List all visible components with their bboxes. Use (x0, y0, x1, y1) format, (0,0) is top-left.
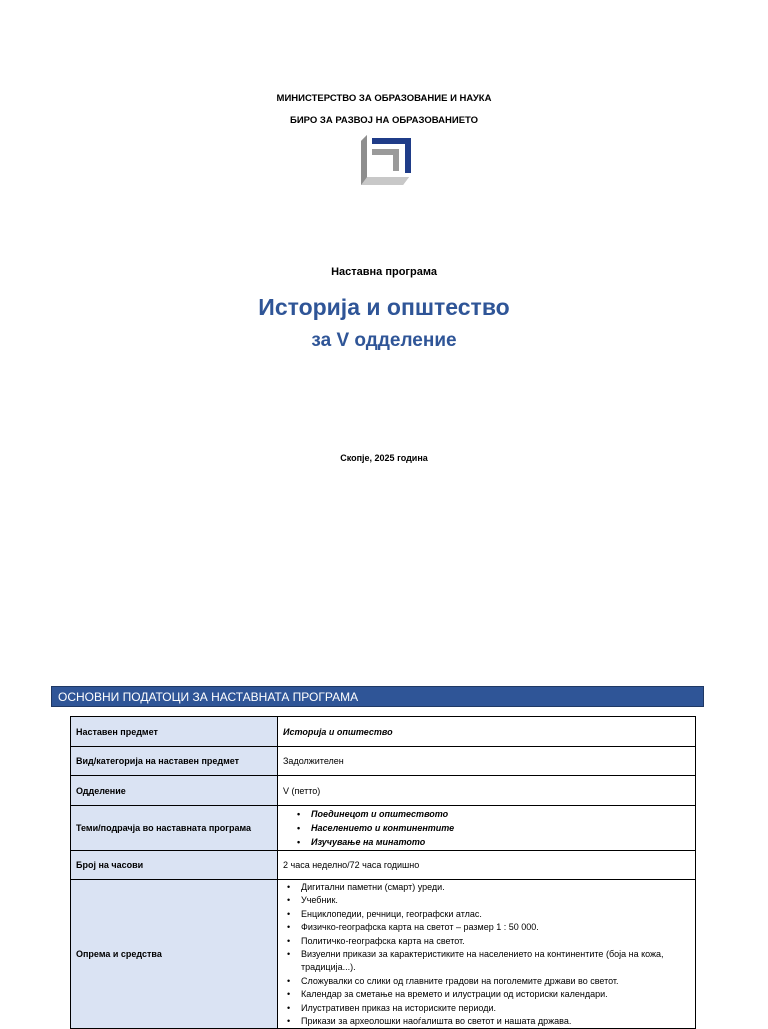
hours-label: Број на часови (71, 851, 278, 880)
list-item: • Визуелни прикази за карактеристиките на населението на континентите (боја на кожа, традиција...). (301, 948, 690, 975)
list-item: • Политичко-географска карта на светот. (301, 935, 690, 948)
table-row (71, 747, 696, 776)
program-kind: Наставна програма (331, 266, 437, 278)
list-item: • Изучување на минатото (301, 835, 690, 849)
list-item: • Физичко-географска карта на светот – размер 1 : 50 000. (301, 921, 690, 934)
topics-value (278, 806, 696, 851)
program-info-table (70, 716, 696, 1029)
list-item: • Календар за сметање на времето и илустрации од историски календари. (301, 988, 690, 1001)
topics-label: Теми/подрачја во наставната програма (71, 806, 278, 851)
page-title: Историја и општество (258, 294, 510, 320)
table-row (71, 806, 696, 851)
bureau-name: БИРО ЗА РАЗВОЈ НА ОБРАЗОВАНИЕТО (290, 115, 478, 126)
list-item: • Енциклопедии, речници, географски атлас. (301, 908, 690, 921)
table-row (71, 880, 696, 1029)
list-item: • Илустративен приказ на историските периоди. (301, 1002, 690, 1015)
page-subtitle: за V одделение (311, 330, 457, 351)
list-item: • Поединецот и општеството (301, 807, 690, 821)
grade-label: Одделение (71, 776, 278, 806)
table-row (71, 851, 696, 880)
equipment-value (278, 880, 696, 1029)
list-item: • Дигитални паметни (смарт) уреди. (301, 881, 690, 894)
ministry-name: МИНИСТЕРСТВО ЗА ОБРАЗОВАНИЕ И НАУКА (276, 93, 492, 104)
grade-value: V (петто) (278, 776, 696, 806)
subject-label: Наставен предмет (71, 717, 278, 747)
hours-value: 2 часа неделно/72 часа годишно (278, 851, 696, 880)
table-row (71, 717, 696, 747)
bureau-logo (355, 133, 411, 191)
equipment-label: Опрема и средства (71, 880, 278, 1029)
section-banner: ОСНОВНИ ПОДАТОЦИ ЗА НАСТАВНАТА ПРОГРАМА (51, 686, 704, 707)
list-item: • Населението и континентите (301, 821, 690, 835)
subject-value: Историја и општество (278, 717, 696, 747)
category-label: Вид/категорија на наставен предмет (71, 747, 278, 776)
category-value: Задолжителен (278, 747, 696, 776)
place-year: Скопје, 2025 година (340, 453, 428, 463)
table-row (71, 776, 696, 806)
list-item: • Учебник. (301, 894, 690, 907)
list-item: • Сложувалки со слики од главните градови на поголемите држави во светот. (301, 975, 690, 988)
list-item: • Прикази за археолошки наоѓалишта во светот и нашата држава. (301, 1015, 690, 1028)
